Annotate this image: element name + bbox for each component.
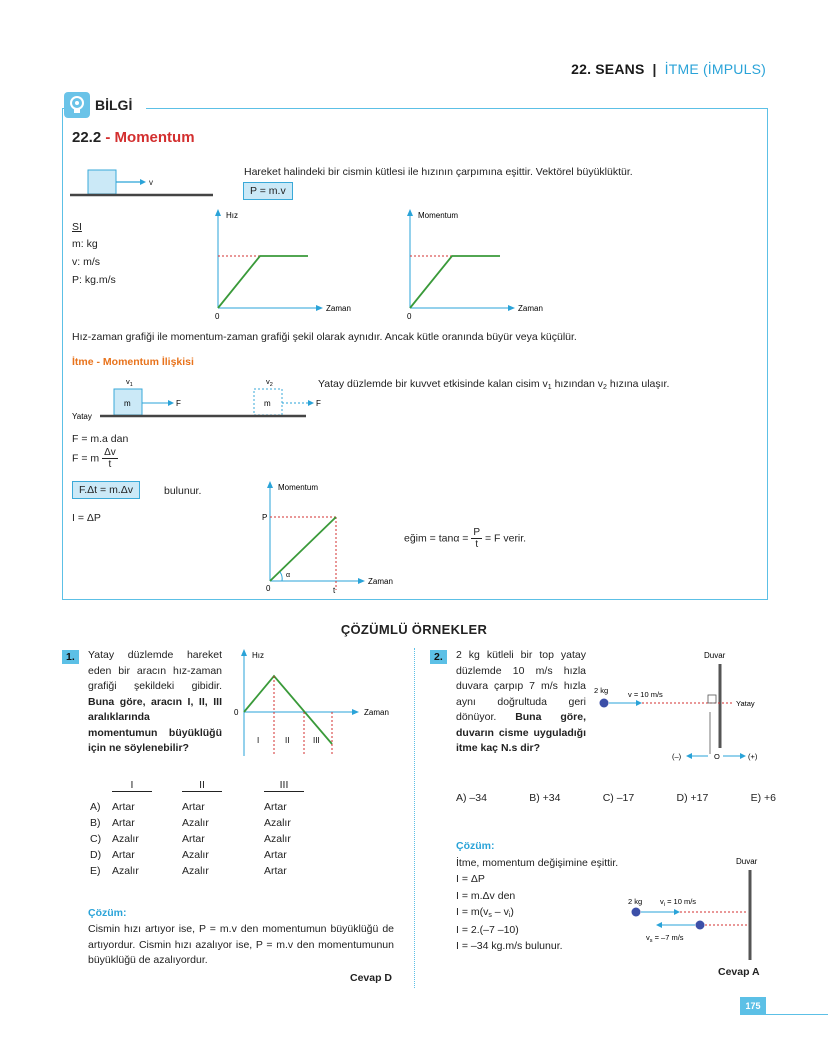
question-1-text: Yatay düzlemde hareket eden bir aracın hız-zaman grafiği şekildeki gibidir. Buna göre, aracın I, II, III aralıklarında momentumun büyüklüğü için ne söylenebilir? (88, 649, 222, 755)
interval-1-label: I (257, 736, 260, 745)
force-label: F (176, 399, 181, 408)
impulse-eq: I = ΔP (72, 512, 101, 524)
interval-3-label: III (313, 736, 320, 745)
option-d[interactable]: D) +17 (676, 792, 709, 804)
q2-solution-lines: İtme, momentum değişimine eşittir. I = ΔP I = m.Δv den $I = m(v_s - v_i)$ I = 2.(–7 –10) I = –34 kg.m/s bulunur. (456, 857, 619, 952)
block-mass-label: m (264, 399, 271, 408)
question-1-options: I II III A) Artar Artar Artar B) Artar Azalır Azalır C) Azalır Artar Azalır D) Artar Azalır Artar E) Azalır Azalır Artar (88, 777, 306, 879)
si-title: SI (72, 221, 82, 233)
origin-label: 0 (266, 584, 271, 593)
v2-label: $v_2$ (266, 377, 273, 388)
section-title: 22.2 - Momentum (72, 129, 195, 146)
interval-2-label: II (285, 736, 290, 745)
axis-x-label: Zaman (518, 304, 543, 313)
block-figure (70, 372, 330, 422)
si-mass: m: kg (72, 238, 98, 250)
impulse-description: Yatay düzlemde bir kuvvet etkisinde kalan cisim $v_1$ hızından $v_2$ hızına ulaşır. (318, 378, 670, 391)
momentum-formula-box: P = m.v (243, 182, 293, 200)
q2-solution-title: Çözüm: (456, 840, 495, 852)
page-number: 175 (740, 997, 766, 1015)
question-2-options (456, 792, 776, 804)
velocity-label: v (149, 178, 153, 187)
question-1-graph (230, 648, 400, 760)
question-2-text: 2 kg kütleli bir top yatay düzlemde 10 m/s hızla duvara çarpıp 7 m/s hızla aynı doğrultuda geri dönüyor. Buna göre, duvarın cisme uyguladığı itme kaç N.s dir? (456, 649, 586, 755)
mass-label: 2 kg (628, 897, 643, 906)
origin-label: 0 (215, 312, 220, 320)
wall-label: Duvar (736, 857, 758, 866)
origin-o-label: O (714, 752, 720, 761)
q2-solution-figure (620, 852, 780, 962)
axis-y-label: Momentum (418, 211, 459, 220)
momentum-graph-slope (258, 480, 408, 595)
momentum-time-graph (402, 208, 552, 320)
car-figure (70, 166, 215, 198)
info-label: BİLGİ (95, 97, 133, 113)
column-divider (414, 648, 415, 988)
yatay-label: Yatay (72, 412, 92, 421)
origin-label: 0 (234, 708, 239, 717)
option-row[interactable]: B) Artar Azalır Azalır (90, 817, 291, 829)
axis-y-label: Hız (252, 651, 264, 660)
page-number-line (766, 1014, 828, 1015)
q2-answer: Cevap A (718, 966, 760, 978)
impulse-formula-box: F.Δt = m.Δv (72, 481, 140, 499)
solved-examples-title: ÇÖZÜMLÜ ÖRNEKLER (340, 622, 488, 637)
option-row[interactable]: A) Artar Artar Artar (90, 801, 287, 813)
f-eq2: F = m $\frac{\Delta v}{t}$ (72, 447, 116, 470)
session-label: 22. SEANS (571, 61, 645, 77)
axis-x-label: Zaman (368, 577, 393, 586)
positive-direction-label: (+) (748, 752, 758, 761)
axis-x-label: Zaman (364, 708, 389, 717)
definition-text: Hareket halindeki bir cismin kütlesi ile hızının çarpımına eşittir. Vektörel büyüklüktür. (244, 166, 633, 178)
origin-label: 0 (407, 312, 412, 320)
option-row[interactable]: C) Azalır Artar Azalır (90, 833, 291, 845)
vi-label: $v_i = 10$ m/s (660, 897, 697, 908)
alpha-label: α (286, 572, 291, 579)
axis-y-label: Hız (226, 211, 238, 220)
v1-label: $v_1$ (126, 377, 133, 388)
q1-solution-title: Çözüm: (88, 907, 127, 919)
option-row[interactable]: E) Azalır Azalır Artar (90, 865, 287, 877)
block-mass-label: m (124, 399, 131, 408)
f-eq1: F = m.a dan (72, 433, 129, 445)
question-1-number: 1. (62, 650, 79, 664)
si-velocity: v: m/s (72, 256, 100, 268)
page-header: 22. SEANS | İTME (İMPULS) (571, 61, 766, 77)
impulse-section-title: İtme - Momentum İlişkisi (72, 356, 194, 368)
mass-label: 2 kg (594, 686, 609, 695)
question-2-number: 2. (430, 650, 447, 664)
option-b[interactable]: B) +34 (529, 792, 561, 804)
option-a[interactable]: A) –34 (456, 792, 487, 804)
lightbulb-icon (64, 92, 90, 118)
vs-label: $v_s = -7$ m/s (646, 933, 684, 944)
option-e[interactable]: E) +6 (750, 792, 776, 804)
force-label: F (316, 399, 321, 408)
slope-equation: eğim = tanα = $\frac{P}{t}$ = F verir. (404, 527, 527, 550)
wall-label: Duvar (704, 651, 726, 660)
t-label: t (333, 586, 336, 595)
negative-direction-label: (–) (672, 752, 682, 761)
option-row[interactable]: D) Artar Azalır Artar (90, 849, 287, 861)
bulunur-text: bulunur. (164, 485, 202, 497)
topic-label: İTME (İMPULS) (664, 61, 766, 77)
axis-x-label: Zaman (326, 304, 351, 313)
graph-note: Hız-zaman grafiği ile momentum-zaman grafiği şekil olarak aynıdır. Ancak kütle oranında büyür veya küçülür. (72, 331, 577, 343)
p-label: P (262, 513, 268, 522)
velocity-time-graph (210, 208, 360, 320)
yatay-label: Yatay (736, 699, 755, 708)
q1-solution-text: Cismin hızı artıyor ise, P = m.v den momentumun büyüklüğü de artıyordur. Cismin hızı azalıyor ise, P = m.v den momentumunun büyüklüğü de azalıyordur. (88, 923, 394, 967)
question-2-figure (592, 648, 772, 768)
option-c[interactable]: C) –17 (602, 792, 635, 804)
axis-y-label: Momentum (278, 483, 319, 492)
si-momentum: P: kg.m/s (72, 274, 116, 286)
q1-answer: Cevap D (350, 972, 393, 984)
velocity-label: v = 10 m/s (628, 690, 663, 699)
